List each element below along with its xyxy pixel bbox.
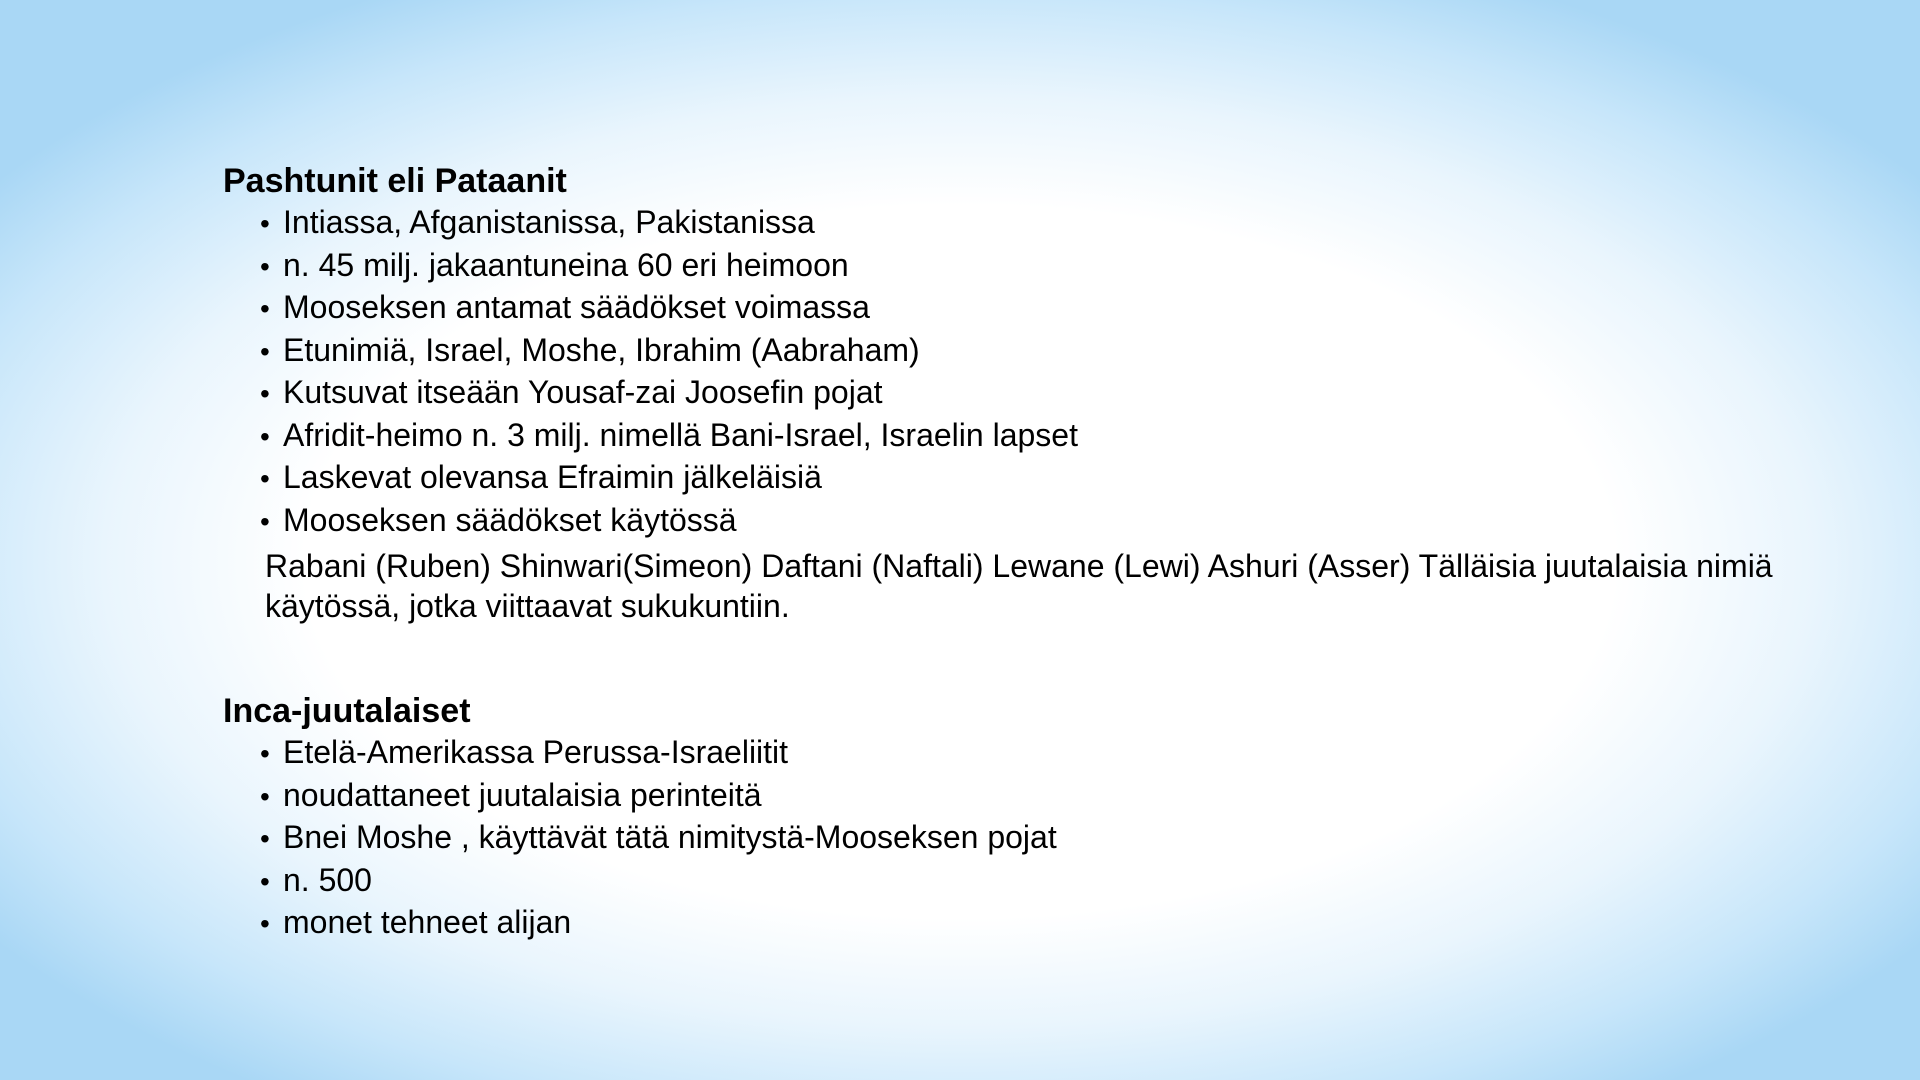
list-item-text: Mooseksen antamat säädökset voimassa bbox=[283, 289, 870, 325]
bullet-icon: • bbox=[260, 420, 270, 452]
bullet-icon: • bbox=[260, 823, 270, 854]
list-item bbox=[260, 415, 1805, 458]
list-item bbox=[260, 202, 1805, 245]
list-item-text: noudattaneet juutalaisia perinteitä bbox=[283, 776, 762, 813]
bullet-icon: • bbox=[260, 463, 270, 494]
list-item-text: Bnei Moshe , käyttävät tätä nimitystä-Mooseksen pojat bbox=[283, 819, 1057, 855]
bullet-icon: • bbox=[260, 505, 270, 537]
tribe-names-paragraph: Rabani (Ruben) Shinwari(Simeon) Daftani (Naftali) Lewane (Lewi) Ashuri (Asser) Tälläisia juutalaisia nimiä käytössä, jotka viittaavat sukukuntiin. bbox=[265, 548, 1773, 624]
bullet-icon: • bbox=[260, 378, 270, 409]
list-item bbox=[260, 775, 1057, 818]
list-item-text: Afridit-heimo n. 3 milj. nimellä Bani-Israel, Israelin lapset bbox=[283, 416, 1078, 453]
list-item-text: n. 45 milj. jakaantuneina 60 eri heimoon bbox=[283, 246, 849, 283]
bullet-icon: • bbox=[260, 738, 270, 769]
section-heading: Pashtunit eli Pataanit bbox=[223, 162, 567, 200]
bullet-icon: • bbox=[260, 208, 270, 239]
bullet-icon: • bbox=[260, 335, 270, 367]
bullet-icon: • bbox=[260, 780, 270, 812]
list-item bbox=[260, 732, 1057, 775]
section-inca bbox=[223, 690, 1057, 945]
list-item bbox=[260, 245, 1805, 288]
section-pashtunit bbox=[223, 160, 1805, 626]
bullet-icon: • bbox=[260, 293, 270, 324]
list-item-text: n. 500 bbox=[283, 861, 372, 898]
list-item bbox=[260, 372, 1805, 415]
list-item bbox=[260, 457, 1805, 500]
list-item bbox=[260, 860, 1057, 903]
bullet-icon: • bbox=[260, 250, 270, 282]
list-item-text: Mooseksen säädökset käytössä bbox=[283, 501, 737, 538]
list-item-text: Kutsuvat itseään Yousaf-zai Joosefin pojat bbox=[283, 374, 883, 410]
bullet-list bbox=[223, 732, 1057, 945]
bullet-icon: • bbox=[260, 865, 270, 897]
list-item-text: Intiassa, Afganistanissa, Pakistanissa bbox=[283, 204, 815, 240]
list-item bbox=[260, 500, 1805, 543]
section-heading: Inca-juutalaiset bbox=[223, 692, 471, 730]
bullet-list bbox=[223, 202, 1805, 542]
list-item-text: Etunimiä, Israel, Moshe, Ibrahim (Aabraham) bbox=[283, 331, 920, 368]
list-item bbox=[260, 287, 1805, 330]
list-item bbox=[260, 902, 1057, 945]
list-item bbox=[260, 817, 1057, 860]
list-item bbox=[260, 330, 1805, 373]
list-item-text: Laskevat olevansa Efraimin jälkeläisiä bbox=[283, 459, 822, 495]
list-item-text: Etelä-Amerikassa Perussa-Israeliitit bbox=[283, 734, 789, 770]
bullet-icon: • bbox=[260, 908, 270, 939]
list-item-text: monet tehneet alijan bbox=[283, 904, 572, 940]
